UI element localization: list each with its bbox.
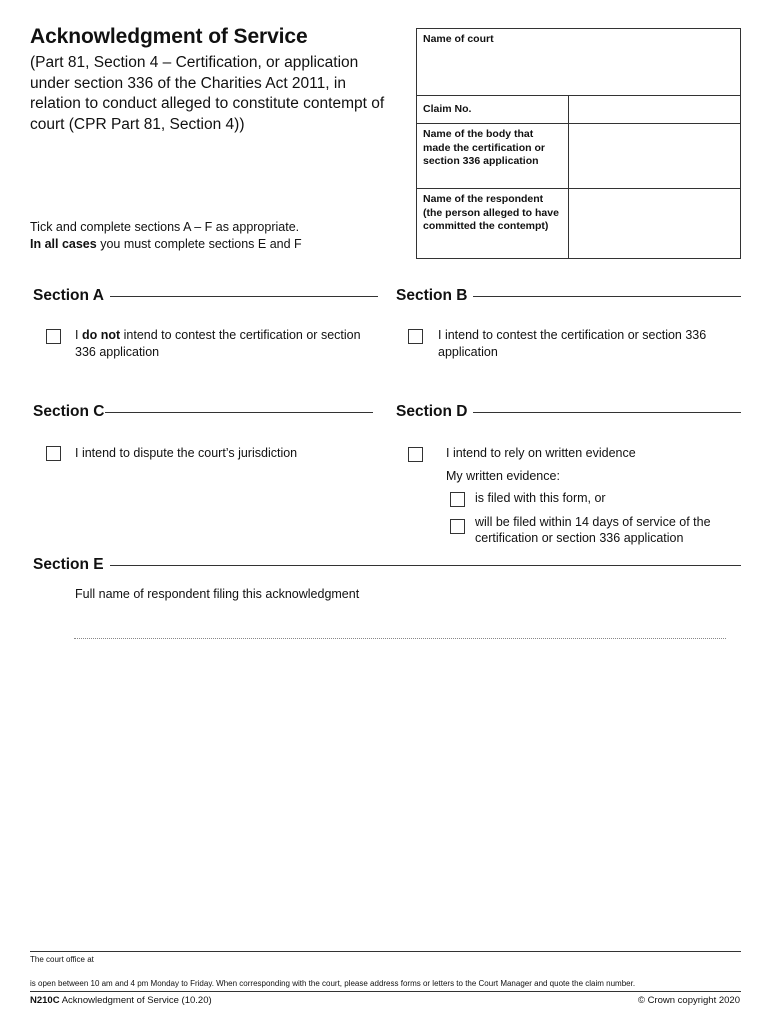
form-code-name: Acknowledgment of Service (10.20) — [59, 995, 212, 1006]
section-d-checkbox[interactable] — [408, 447, 423, 462]
form-code — [30, 995, 212, 1006]
section-c-heading — [33, 403, 373, 421]
body-name-field[interactable] — [569, 124, 740, 189]
footer-rule-bottom — [30, 991, 741, 992]
claim-no-field[interactable] — [569, 96, 740, 124]
section-c-checkbox[interactable] — [46, 446, 61, 461]
section-a-checkbox[interactable] — [46, 329, 61, 344]
section-a-title: Section A — [33, 287, 104, 304]
respondent-name-field[interactable] — [569, 189, 740, 258]
section-a-text — [75, 327, 375, 361]
name-of-court-label: Name of court — [423, 33, 494, 45]
section-e-title: Section E — [33, 556, 104, 573]
section-e-rule — [110, 565, 741, 566]
respondent-full-name-field[interactable] — [74, 638, 726, 639]
section-e-heading — [33, 556, 741, 574]
section-e-label: Full name of respondent filing this acknowledgment — [75, 587, 360, 601]
instruction-bold: In all cases — [30, 236, 97, 251]
body-name-label: Name of the body that made the certification or section 336 application — [417, 124, 569, 189]
section-b-text: I intend to contest the certification or section 336 application — [438, 328, 707, 359]
section-d-text: I intend to rely on written evidence — [446, 446, 636, 460]
section-c-title: Section C — [33, 403, 105, 420]
section-d-sub-label: My written evidence: — [446, 469, 560, 483]
section-d-heading — [396, 403, 741, 421]
name-of-court-field[interactable] — [417, 29, 740, 96]
claim-no-label: Claim No. — [417, 96, 569, 124]
section-a-text-bold: do not — [81, 328, 121, 342]
instruction-rest: you must complete sections E and F — [96, 236, 302, 251]
section-b-rule — [473, 296, 741, 297]
copyright-text: © Crown copyright 2020 — [637, 995, 740, 1006]
section-d-title: Section D — [396, 403, 468, 420]
section-d-rule — [473, 412, 741, 413]
section-b-heading — [396, 287, 741, 305]
section-c-rule — [105, 412, 373, 413]
instructions — [30, 219, 302, 252]
court-details-box — [416, 28, 741, 259]
evidence-filed-checkbox[interactable] — [450, 492, 465, 507]
instruction-line-1: Tick and complete sections A – F as appropriate. — [30, 220, 300, 234]
opening-hours-text: is open between 10 am and 4 pm Monday to Friday. When corresponding with the court, please address forms or letters to the Court Manager and quote the claim number. — [30, 979, 636, 988]
footer-rule-top — [30, 951, 741, 952]
instruction-line-2 — [30, 236, 302, 253]
evidence-later-checkbox[interactable] — [450, 519, 465, 534]
section-a-text-pre: I — [75, 328, 82, 342]
section-c-text: I intend to dispute the court’s jurisdiction — [75, 446, 298, 460]
section-b-checkbox[interactable] — [408, 329, 423, 344]
form-subtitle: (Part 81, Section 4 – Certification, or application under section 336 of the Charities Act 2011, in relation to conduct alleged to constitute contempt of court (CPR Part 81, Section 4)) — [30, 54, 385, 133]
form-code-id: N210C — [30, 995, 60, 1006]
section-a-text-post: intend to contest the certification or section 336 application — [75, 328, 361, 359]
form-title: Acknowledgment of Service — [30, 25, 308, 48]
evidence-later-text: will be filed within 14 days of service of the certification or section 336 application — [475, 515, 711, 545]
section-a-heading — [33, 287, 378, 305]
respondent-name-label: Name of the respondent (the person alleged to have committed the contempt) — [417, 189, 569, 258]
section-a-rule — [110, 296, 378, 297]
section-b-title: Section B — [396, 287, 468, 304]
evidence-filed-text: is filed with this form, or — [475, 491, 606, 505]
court-office-text: The court office at — [30, 955, 94, 964]
